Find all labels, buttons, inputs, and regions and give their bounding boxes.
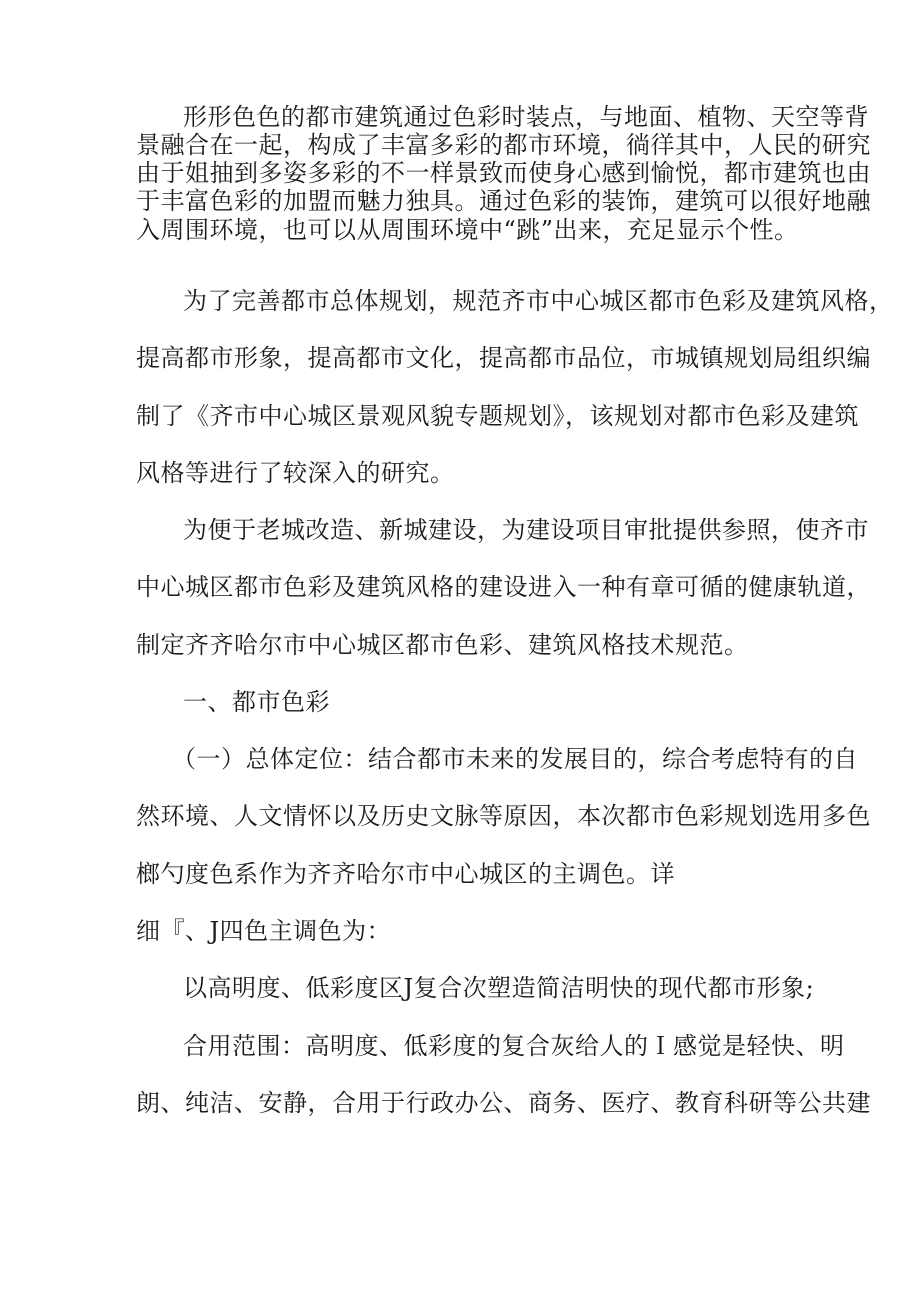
- sub1-line-1: （一）总体定位：结合都市未来的发展目的，综合考虑特有的自: [172, 745, 858, 773]
- sub1-line-3: 榔勺度色系作为齐齐哈尔市中心城区的主调色。详: [136, 860, 675, 888]
- sub1-line-4: 细『、J四色主调色为：: [136, 917, 392, 945]
- sub1-line-2: 然环境、人文情怀以及历史文脉等原因，本次都市色彩规划选用多色: [136, 802, 871, 830]
- para2-line-2: 中心城区都市色彩及建筑风格的建设进入一种有章可循的健康轨道，: [136, 573, 871, 601]
- intro-line-1: 形形色色的都市建筑通过色彩时装点，与地面、植物、天空等背: [183, 103, 869, 131]
- intro-line-4: 于丰富色彩的加盟而魅力独具。通过色彩的装饰，建筑可以很好地融: [136, 187, 871, 215]
- usage-line-1: 合用范围：高明度、低彩度的复合灰给人的Ｉ感觉是轻快、明: [183, 1032, 845, 1060]
- intro-line-2: 景融合在一起，构成了丰富多彩的都市环境，徜徉其中，人民的研究: [136, 131, 871, 159]
- para1-line-3: 制了《齐市中心城区景观风貌专题规划》，该规划对都市色彩及建筑: [136, 402, 859, 430]
- para1-line-2: 提高都市形象，提高都市文化，提高都市品位，市城镇规划局组织编: [136, 344, 871, 372]
- intro-line-5: 入周围环境，也可以从周围环境中“跳”出来，充足显示个性。: [136, 216, 799, 244]
- para2-line-1: 为便于老城改造、新城建设，为建设项目审批提供参照，使齐市: [183, 516, 869, 544]
- para2-line-3: 制定齐齐哈尔市中心城区都市色彩、建筑风格技术规范。: [136, 631, 749, 659]
- section-heading: 一、都市色彩: [183, 688, 330, 716]
- usage-line-2: 朗、纯洁、安静，合用于行政办公、商务、医疗、教育科研等公共建: [136, 1089, 871, 1117]
- para1-line-4: 风格等进行了较深入的研究。: [136, 459, 455, 487]
- intro-line-3: 由于姐抽到多姿多彩的不一样景致而使身心感到愉悦，都市建筑也由: [136, 159, 871, 187]
- para1-line-1: 为了完善都市总体规划，规范齐市中心城区都市色彩及建筑风格，: [183, 287, 894, 315]
- item-line: 以高明度、低彩度区J复合次塑造简洁明快的现代都市形象;: [183, 974, 815, 1002]
